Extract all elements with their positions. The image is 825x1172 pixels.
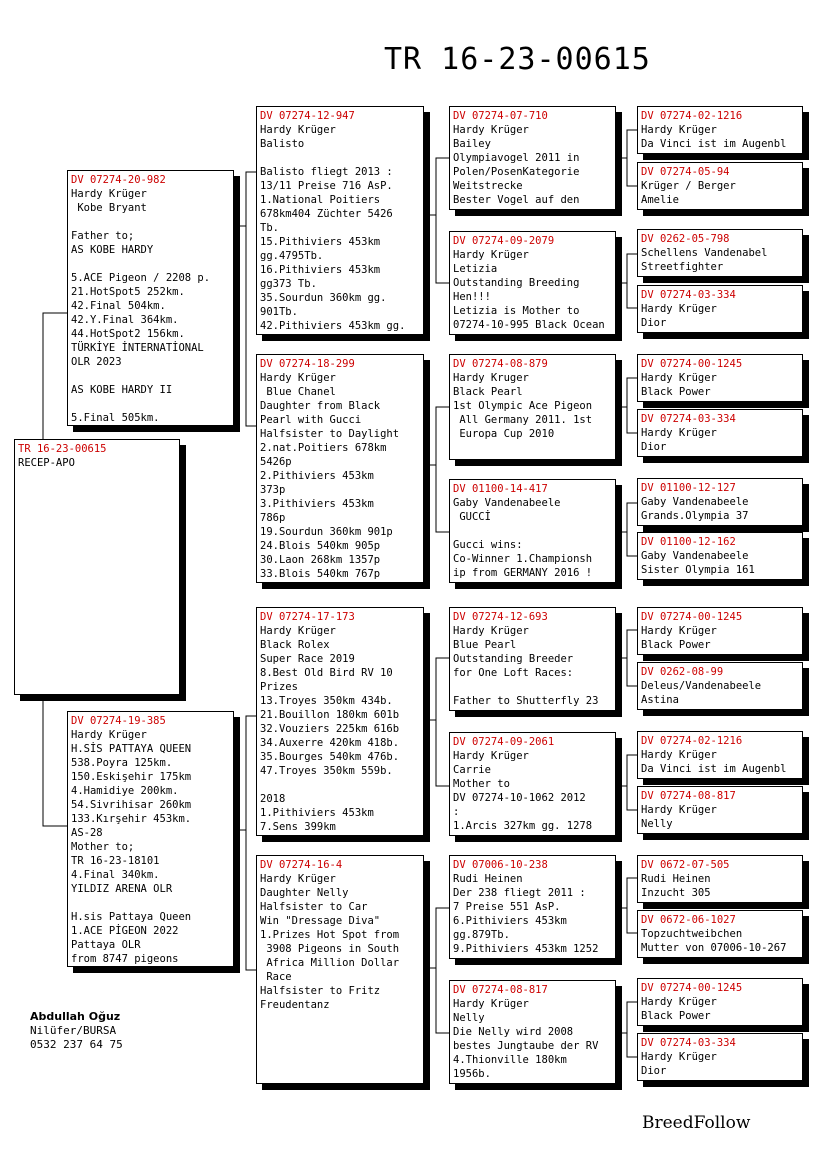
- pedigree-line: Hardy Krüger: [453, 750, 529, 762]
- pedigree-line: Hardy Krüger: [260, 372, 336, 384]
- pedigree-line: 6.Pithiviers 453km: [453, 915, 567, 927]
- pedigree-line: Tb.: [260, 222, 279, 234]
- pedigree-line: 32.Vouziers 225km 616b: [260, 723, 400, 735]
- pedigree-line: [71, 215, 233, 229]
- brand-logo: BreedFollow: [642, 1113, 751, 1133]
- dds-card: [449, 855, 616, 959]
- pedigree-line: 678km404 Züchter 5426: [260, 208, 393, 220]
- gen4-card-5: [637, 354, 803, 402]
- ring-number: DV 0672-06-1027: [641, 914, 736, 926]
- gen4-card-7: [637, 478, 803, 526]
- pedigree-line: Outstanding Breeder: [453, 653, 574, 665]
- pedigree-line: 3.Pithiviers 453km: [260, 498, 374, 510]
- pedigree-line: Da Vinci ist im Augenbl: [641, 138, 787, 150]
- pedigree-line: Kobe Bryant: [71, 202, 147, 214]
- pedigree-line: [453, 524, 615, 538]
- pedigree-line: TÜRKİYE İNTERNATİONAL: [71, 342, 204, 354]
- dam-sire-card: [256, 607, 424, 836]
- pedigree-line: Daughter Nelly: [260, 887, 349, 899]
- gen4-card-1: [637, 106, 803, 154]
- pedigree-line: Co-Winner 1.Championsh: [453, 553, 593, 565]
- ring-number: DV 07006-10-238: [453, 859, 548, 871]
- pedigree-line: H.sis Pattaya Queen: [71, 911, 192, 923]
- pedigree-line: 21.HotSpot5 252km.: [71, 286, 185, 298]
- gen4-card-3: [637, 229, 803, 277]
- ring-number: DV 07274-08-879: [453, 358, 548, 370]
- pedigree-line: Hardy Krüger: [453, 998, 529, 1010]
- ring-number: DV 07274-03-334: [641, 1037, 736, 1049]
- ring-number: DV 07274-20-982: [71, 174, 166, 186]
- pedigree-line: 07274-10-995 Black Ocean: [453, 319, 605, 331]
- pedigree-line: Super Race 2019: [260, 653, 355, 665]
- sire-card: [67, 170, 234, 426]
- gen4-card-12: [637, 786, 803, 834]
- ring-number: DV 07274-08-817: [641, 790, 736, 802]
- ring-number: DV 07274-12-693: [453, 611, 548, 623]
- dam-dam-card: [256, 855, 424, 1084]
- pedigree-line: [453, 680, 615, 694]
- sdd-card: [449, 479, 616, 583]
- pedigree-line: 1.Prizes Hot Spot from: [260, 929, 400, 941]
- pedigree-line: Black Pearl: [453, 386, 523, 398]
- pedigree-line: 5.Final 505km.: [71, 412, 160, 424]
- gen4-card-9: [637, 607, 803, 655]
- pedigree-line: 35.Sourdun 360km gg.: [260, 292, 387, 304]
- pedigree-line: Mother to: [453, 778, 510, 790]
- pedigree-line: Prizes: [260, 681, 298, 693]
- pedigree-line: Hardy Krüger: [641, 749, 717, 761]
- pedigree-line: Topzuchtweibchen: [641, 928, 743, 940]
- pedigree-line: [71, 257, 233, 271]
- pedigree-line: Krüger / Berger: [641, 180, 736, 192]
- pedigree-line: Black Power: [641, 386, 711, 398]
- ring-number: DV 07274-08-817: [453, 984, 548, 996]
- pedigree-line: Hardy Krüger: [641, 124, 717, 136]
- pedigree-line: Hardy Krüger: [641, 372, 717, 384]
- ring-number: DV 07274-07-710: [453, 110, 548, 122]
- pedigree-line: GUCCİ: [453, 511, 491, 523]
- pedigree-line: Africa Million Dollar: [260, 957, 400, 969]
- pedigree-line: 19.Sourdun 360km 901p: [260, 526, 393, 538]
- pedigree-line: 44.HotSpot2 156km.: [71, 328, 185, 340]
- pedigree-line: Hardy Krüger: [260, 124, 336, 136]
- pedigree-line: AS KOBE HARDY: [71, 244, 154, 256]
- pedigree-line: for One Loft Races:: [453, 667, 574, 679]
- sds-card: [449, 354, 616, 460]
- pedigree-line: 34.Auxerre 420km 418b.: [260, 737, 400, 749]
- pedigree-line: Mutter von 07006-10-267: [641, 942, 787, 954]
- pedigree-line: 901Tb.: [260, 306, 298, 318]
- pedigree-line: Hardy Krüger: [71, 188, 147, 200]
- pedigree-line: Hardy Krüger: [641, 1051, 717, 1063]
- pedigree-line: Gaby Vandenabeele: [641, 496, 749, 508]
- pedigree-line: Black Power: [641, 1010, 711, 1022]
- gen4-card-14: [637, 910, 803, 958]
- pedigree-line: Mother to;: [71, 841, 135, 853]
- pedigree-line: Hardy Krüger: [260, 625, 336, 637]
- pedigree-line: 1.Arcis 327km gg. 1278: [453, 820, 593, 832]
- ring-number: DV 07274-12-947: [260, 110, 355, 122]
- dsd-card: [449, 732, 616, 836]
- pedigree-line: Hardy Krüger: [641, 996, 717, 1008]
- gen4-card-13: [637, 855, 803, 903]
- pedigree-line: Gaby Vandenabeele: [453, 497, 561, 509]
- pedigree-line: Black Power: [641, 639, 711, 651]
- gen4-card-2: [637, 162, 803, 210]
- pedigree-line: gg373 Tb.: [260, 278, 317, 290]
- pedigree-line: Europa Cup 2010: [453, 428, 555, 440]
- pedigree-line: from 8747 pigeons: [71, 953, 179, 965]
- pedigree-line: Da Vinci ist im Augenbl: [641, 763, 787, 775]
- pedigree-line: Black Rolex: [260, 639, 330, 651]
- pedigree-line: 8.Best Old Bird RV 10: [260, 667, 393, 679]
- pedigree-line: Sister Olympia 161: [641, 564, 755, 576]
- pedigree-line: Race: [260, 971, 292, 983]
- pedigree-line: Rudi Heinen: [641, 873, 711, 885]
- pedigree-line: Rudi Heinen: [453, 873, 523, 885]
- pedigree-line: OLR 2023: [71, 356, 122, 368]
- ring-number: DV 01100-12-127: [641, 482, 736, 494]
- pedigree-line: Blue Pearl: [453, 639, 517, 651]
- pedigree-line: [260, 151, 423, 165]
- owner-name: Abdullah Oğuz: [30, 1010, 121, 1023]
- pedigree-line: 21.Bouillon 180km 601b: [260, 709, 400, 721]
- pedigree-line: Nelly: [641, 818, 673, 830]
- gen4-card-6: [637, 409, 803, 457]
- pedigree-line: Blue Chanel: [260, 386, 336, 398]
- pedigree-line: 47.Troyes 350km 559b.: [260, 765, 393, 777]
- pedigree-line: Halfsister to Car: [260, 901, 368, 913]
- pedigree-line: 373p: [260, 484, 286, 496]
- pedigree-line: TR 16-23-18101: [71, 855, 160, 867]
- pedigree-line: 42.Final 504km.: [71, 300, 166, 312]
- pedigree-line: 5.ACE Pigeon / 2208 p.: [71, 272, 211, 284]
- pedigree-line: gg.879Tb.: [453, 929, 510, 941]
- pedigree-line: 150.Eskişehir 175km: [71, 771, 192, 783]
- pedigree-line: 5426p: [260, 456, 292, 468]
- pedigree-line: gg.4795Tb.: [260, 250, 324, 262]
- ring-number: DV 01100-14-417: [453, 483, 548, 495]
- pedigree-line: Hardy Krüger: [641, 303, 717, 315]
- ring-number: DV 07274-18-299: [260, 358, 355, 370]
- pedigree-line: YILDIZ ARENA OLR: [71, 883, 173, 895]
- pedigree-line: Streetfighter: [641, 261, 724, 273]
- owner-phone: 0532 237 64 75: [30, 1038, 123, 1051]
- pedigree-line: Deleus/Vandenabeele: [641, 680, 762, 692]
- ring-number: DV 07274-17-173: [260, 611, 355, 623]
- pedigree-line: RECEP-APO: [18, 457, 75, 469]
- pedigree-line: Win "Dressage Diva": [260, 915, 381, 927]
- pedigree-line: Freudentanz: [260, 999, 330, 1011]
- pedigree-line: 4.Thionville 180km: [453, 1054, 567, 1066]
- pedigree-line: Schellens Vandenabel: [641, 247, 768, 259]
- pedigree-line: Dior: [641, 441, 667, 453]
- pedigree-line: Balisto: [260, 138, 305, 150]
- ring-number: DV 07274-19-385: [71, 715, 166, 727]
- ring-number: DV 07274-09-2061: [453, 736, 555, 748]
- pedigree-line: Letizia: [453, 263, 498, 275]
- pedigree-line: Hardy Kruger: [453, 372, 529, 384]
- ring-number: DV 07274-00-1245: [641, 611, 743, 623]
- pedigree-line: 538.Poyra 125km.: [71, 757, 173, 769]
- ring-number: DV 07274-05-94: [641, 166, 730, 178]
- pedigree-line: 13/11 Preise 716 AsP.: [260, 180, 393, 192]
- pedigree-line: 16.Pithiviers 453km: [260, 264, 381, 276]
- pedigree-line: 133.Kırşehir 453km.: [71, 813, 192, 825]
- pedigree-line: Carrie: [453, 764, 491, 776]
- pedigree-line: Olympiavogel 2011 in: [453, 152, 580, 164]
- pedigree-line: Der 238 fliegt 2011 :: [453, 887, 586, 899]
- pedigree-line: AS KOBE HARDY II: [71, 384, 173, 396]
- pedigree-line: Gaby Vandenabeele: [641, 550, 749, 562]
- sire-dam-card: [256, 354, 424, 583]
- pedigree-line: 42.Y.Final 364km.: [71, 314, 179, 326]
- pedigree-line: 2.nat.Poitiers 678km: [260, 442, 387, 454]
- pedigree-line: 7.Sens 399km: [260, 821, 336, 833]
- pedigree-line: Hardy Krüger: [260, 873, 336, 885]
- pedigree-line: Bester Vogel auf den: [453, 194, 580, 206]
- pedigree-line: Inzucht 305: [641, 887, 711, 899]
- owner-city: Nilüfer/BURSA: [30, 1024, 117, 1037]
- pedigree-line: 2018: [260, 793, 286, 805]
- owner-info: [30, 1010, 123, 1052]
- ring-number: DV 0262-08-99: [641, 666, 724, 678]
- pedigree-line: AS-28: [71, 827, 103, 839]
- ring-number: DV 07274-00-1245: [641, 982, 743, 994]
- pedigree-line: Father to;: [71, 230, 135, 242]
- pedigree-line: Balisto fliegt 2013 :: [260, 166, 393, 178]
- ring-number: DV 07274-03-334: [641, 413, 736, 425]
- pedigree-line: Hardy Krüger: [71, 729, 147, 741]
- gen4-card-8: [637, 532, 803, 580]
- pedigree-line: Hardy Krüger: [453, 249, 529, 261]
- pedigree-line: Grands.Olympia 37: [641, 510, 749, 522]
- pedigree-line: Pearl with Gucci: [260, 414, 362, 426]
- pedigree-line: Halfsister to Daylight: [260, 428, 400, 440]
- pedigree-line: Nelly: [453, 1012, 485, 1024]
- pedigree-line: Astina: [641, 694, 679, 706]
- pedigree-line: Hardy Krüger: [641, 625, 717, 637]
- ring-number: DV 07274-02-1216: [641, 110, 743, 122]
- pedigree-line: Gucci wins:: [453, 539, 523, 551]
- pedigree-line: Letizia is Mother to: [453, 305, 580, 317]
- pedigree-line: 1.National Poitiers: [260, 194, 381, 206]
- pedigree-line: :: [453, 806, 460, 818]
- pedigree-line: 54.Sivrihisar 260km: [71, 799, 192, 811]
- pedigree-line: Pattaya OLR: [71, 939, 141, 951]
- sire-sire-card: [256, 106, 424, 335]
- pedigree-line: Father to Shutterfly 23: [453, 695, 599, 707]
- ssd-card: [449, 231, 616, 335]
- ring-number: DV 07274-16-4: [260, 859, 343, 871]
- pedigree-line: [71, 369, 233, 383]
- ring-number: DV 07274-03-334: [641, 289, 736, 301]
- pedigree-line: DV 07274-10-1062 2012: [453, 792, 586, 804]
- ring-number: TR 16-23-00615: [18, 443, 107, 455]
- pedigree-line: Dior: [641, 317, 667, 329]
- pedigree-line: Amelie: [641, 194, 679, 206]
- pedigree-line: 30.Laon 268km 1357p: [260, 554, 381, 566]
- pedigree-line: 4.Hamidiye 200km.: [71, 785, 179, 797]
- pedigree-line: All Germany 2011. 1st: [453, 414, 593, 426]
- pedigree-line: Polen/PosenKategorie: [453, 166, 580, 178]
- dam-card: [67, 711, 234, 967]
- pedigree-line: 786p: [260, 512, 286, 524]
- pedigree-line: 33.Blois 540km 767p: [260, 568, 381, 580]
- gen4-card-15: [637, 978, 803, 1026]
- pedigree-line: 42.Pithiviers 453km gg.: [260, 320, 406, 332]
- pedigree-line: Outstanding Breeding: [453, 277, 580, 289]
- subject-card: [14, 439, 180, 695]
- pedigree-line: 2.Pithiviers 453km: [260, 470, 374, 482]
- ddd-card: [449, 980, 616, 1084]
- pedigree-line: 13.Troyes 350km 434b.: [260, 695, 393, 707]
- pedigree-line: Daughter from Black: [260, 400, 381, 412]
- pedigree-line: Weitstrecke: [453, 180, 523, 192]
- pedigree-line: Hardy Krüger: [453, 625, 529, 637]
- pedigree-line: 1.Pithiviers 453km: [260, 807, 374, 819]
- ring-number: DV 0262-05-798: [641, 233, 730, 245]
- ring-number: DV 01100-12-162: [641, 536, 736, 548]
- gen4-card-16: [637, 1033, 803, 1081]
- pedigree-line: Dior: [641, 1065, 667, 1077]
- ring-number: DV 07274-00-1245: [641, 358, 743, 370]
- pedigree-line: Halfsister to Fritz: [260, 985, 381, 997]
- ring-number: DV 07274-02-1216: [641, 735, 743, 747]
- pedigree-line: Die Nelly wird 2008: [453, 1026, 574, 1038]
- pedigree-line: 15.Pithiviers 453km: [260, 236, 381, 248]
- sss-card: [449, 106, 616, 210]
- pedigree-line: 35.Bourges 540km 476b.: [260, 751, 400, 763]
- pedigree-line: 1.ACE PİGEON 2022: [71, 925, 179, 937]
- pedigree-line: Hardy Krüger: [641, 804, 717, 816]
- gen4-card-11: [637, 731, 803, 779]
- pedigree-line: Bailey: [453, 138, 491, 150]
- ring-number: DV 0672-07-505: [641, 859, 730, 871]
- gen4-card-10: [637, 662, 803, 710]
- pedigree-line: ip from GERMANY 2016 !: [453, 567, 593, 579]
- pedigree-line: 3908 Pigeons in South: [260, 943, 400, 955]
- pedigree-line: bestes Jungtaube der RV: [453, 1040, 599, 1052]
- dss-card: [449, 607, 616, 711]
- pedigree-line: 1st Olympic Ace Pigeon: [453, 400, 593, 412]
- pedigree-line: [260, 778, 423, 792]
- pedigree-line: Hardy Krüger: [641, 427, 717, 439]
- pedigree-line: Hen!!!: [453, 291, 491, 303]
- pedigree-line: 24.Blois 540km 905p: [260, 540, 381, 552]
- pedigree-line: 9.Pithiviers 453km 1252: [453, 943, 599, 955]
- pedigree-line: [71, 896, 233, 910]
- ring-number: DV 07274-09-2079: [453, 235, 555, 247]
- pedigree-line: [71, 397, 233, 411]
- gen4-card-4: [637, 285, 803, 333]
- pedigree-line: 7 Preise 551 AsP.: [453, 901, 561, 913]
- pedigree-line: H.SİS PATTAYA QUEEN: [71, 743, 192, 755]
- pedigree-line: Hardy Krüger: [453, 124, 529, 136]
- pedigree-line: 4.Final 340km.: [71, 869, 160, 881]
- pedigree-line: 1956b.: [453, 1068, 491, 1080]
- pedigree-title: TR 16-23-00615: [384, 42, 651, 77]
